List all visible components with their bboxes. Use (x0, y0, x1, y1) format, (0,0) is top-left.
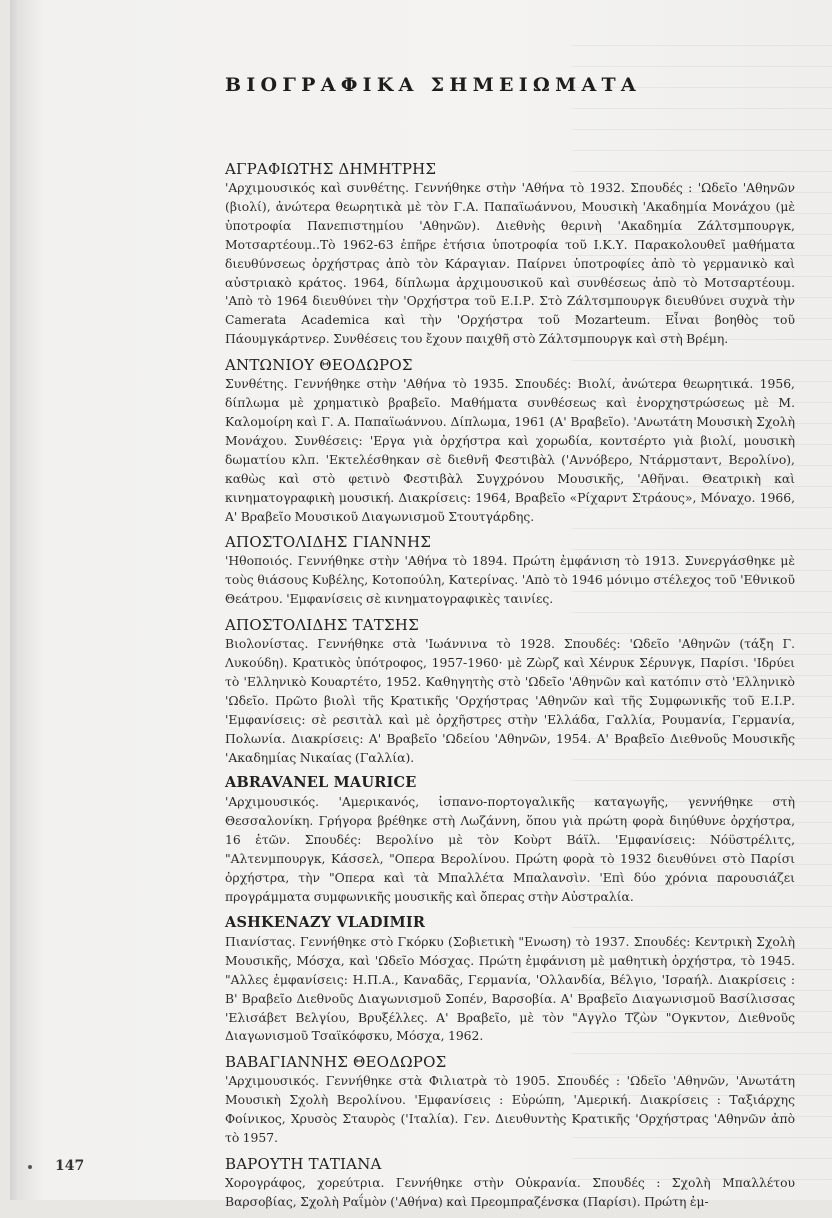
page-title: ΒΙΟΓΡΑΦΙΚΑ ΣΗΜΕΙΩΜΑΤΑ (225, 74, 641, 96)
entry-text: 'Αρχιμουσικός καὶ συνθέτης. Γεννήθηκε στὴν 'Αθήνα τὸ 1932. Σπουδές : 'Ωδεῖο 'Αθηνῶν (βιολί), ἀνώτερα θεωρητικὰ μὲ τὸν Γ.Α. Παπαϊωάννου, Μουσικὴ 'Ακαδημία Μονάχου (μὲ ὑποτροφία Πανεπιστημίου 'Αθηνῶν). Διεθνὴς θερινὴ 'Ακαδημία Ζάλτσμπουργκ, Μοτσαρτέουμ..Τὸ 1962-63 ἐπῆρε ἐτήσια ὑποτροφία τοῦ Ι.Κ.Υ. Παρακολουθεῖ μαθήματα διευθύνσεως ὀρχήστρας ἀπὸ τὸν Κάραγιαν. Παίρνει ὑποτροφίες ἀπὸ τὸ γερμανικὸ καὶ αὐστριακὸ κράτος. 1964, δίπλωμα ἀρχιμουσικοῦ καὶ συνθέσεως ἀπὸ τὸ Μοτσαρτέουμ. 'Απὸ τὸ 1964 διευθύνει τὴν 'Ορχήστρα τοῦ Ε.Ι.Ρ. Στὸ Ζάλτσμπουργκ διευθύνει συχνὰ τὴν Camerata Academica καὶ τὴν 'Ορχήστρα τοῦ Mozarteum. Εἶναι βοηθὸς τοῦ Πάουμγκάρτνερ. Συνθέσεις του ἔχουν παιχθῆ στὸ Ζάλτσμπουργκ καὶ στὴ Βρέμη. (225, 181, 795, 347)
entry-text: 'Αρχιμουσικός. 'Αμερικανός, ἱσπανο-πορτογαλικῆς καταγωγῆς, γεννήθηκε στὴ Θεσσαλονίκη. Γρήγορα βρέθηκε στὴ Λωζάννη, ὅπου γιὰ πρώτη φορὰ διηύθυνε ὀρχήστρα, 16 ἐτῶν. Σπουδές: Βερολίνο μὲ τὸν Κοὺρτ Βάϊλ. 'Εμφανίσεις: Νόϋστρέλιτς, "Αλτενμπουργκ, Κάσσελ, "Οπερα Βερολίνου. Πρώτη φορὰ τὸ 1932 διευθύνει στὸ Παρίσι ὀρχήστρα, τὴν "Οπερα καὶ τὰ Μπαλλέτα Μπαλανσὶν. 'Επὶ δύο χρόνια παρουσιάζει προγράμματα συμφωνικῆς μουσικῆς καὶ ὄπερας στὴν Αὐστραλία. (225, 795, 795, 904)
entry-name: ΒΑΡΟΥΤΗ ΤΑΤΙΑΝΑ (225, 1154, 382, 1173)
entry-name: ABRAVANEL MAURICE (225, 774, 417, 792)
page-left-edge (10, 0, 20, 1200)
biography-entry (225, 1154, 795, 1212)
entry-name: ASHKENAZY VLADIMIR (225, 913, 426, 931)
entry-text: 'Αρχιμουσικός. Γεννήθηκε στὰ Φιλιατρὰ τὸ 1905. Σπουδές : 'Ωδεῖο 'Αθηνῶν, 'Ανωτάτη Μουσικὴ Σχολὴ Βερολίνου. 'Εμφανίσεις : Εὐρώπη, 'Αμερική. Διακρίσεις : Ταξιάρχης Φοίνικος, Χρυσὸς Σταυρὸς ('Ιταλία). Γεν. Διευθυντὴς Κρατικῆς 'Ορχήστρας 'Αθηνῶν ἀπὸ τὸ 1957. (225, 1074, 795, 1146)
entry-text: Χορογράφος, χορεύτρια. Γεννήθηκε στὴν Οὐκρανία. Σπουδές : Σχολὴ Μπαλλέτου Βαρσοβίας, Σχολὴ Ραΐμὸν ('Αθήνα) καὶ Πρεομπραζένσκα (Παρίσι). Πρώτη ἐμ- (225, 1175, 795, 1209)
biography-entry (225, 532, 795, 609)
margin-dot (28, 1165, 32, 1169)
biography-entry (225, 615, 795, 767)
page-number: 147 (55, 1158, 85, 1174)
biography-entry (225, 355, 795, 526)
biography-entry (225, 1052, 795, 1148)
entry-text: Βιολονίστας. Γεννήθηκε στὰ 'Ιωάννινα τὸ 1928. Σπουδές: 'Ωδεῖο 'Αθηνῶν (τάξη Γ. Λυκούδη). Κρατικὸς ὑπότροφος, 1957-1960· μὲ Ζὼρζ καὶ Χένρυκ Σέρυνγκ, Παρίσι. 'Ιδρύει τὸ 'Ελληνικὸ Κουαρτέτο, 1952. Καθηγητὴς στὸ 'Ωδεῖο 'Αθηνῶν καὶ κατόπιν στὸ 'Ελληνικὸ 'Ωδεῖο. Πρῶτο βιολὶ τῆς Κρατικῆς 'Ορχήστρας 'Αθηνῶν καὶ τῆς Συμφωνικῆς τοῦ Ε.Ι.Ρ. 'Εμφανίσεις: σὲ ρεσιτὰλ καὶ μὲ ὀρχῆστρες στὴν 'Ελλάδα, Γαλλία, Ρουμανία, Γερμανία, Πολωνία. Διακρίσεις: Α' Βραβεῖο 'Ωδείου 'Αθηνῶν, 1954. Α' Βραβεῖο Διεθνοῦς Μουσικῆς 'Ακαδημίας Νικαίας (Γαλλία). (225, 637, 795, 765)
biography-entry (225, 773, 795, 906)
entry-text: Πιανίστας. Γεννήθηκε στὸ Γκόρκυ (Σοβιετικὴ "Ενωση) τὸ 1937. Σπουδές: Κεντρικὴ Σχολὴ Μουσικῆς, Μόσχα, καὶ 'Ωδεῖο Μόσχας. Πρώτη ἐμφάνιση μὲ μαθητικὴ ὀρχήστρα, τὸ 1945. "Αλλες ἐμφανίσεις: Η.Π.Α., Καναδᾶς, Γερμανία, 'Ολλανδία, Βέλγιο, 'Ισραήλ. Διακρίσεις : Β' Βραβεῖο Διεθνοῦς Διαγωνισμοῦ Σοπέν, Βαρσοβία. Α' Βραβεῖο Διαγωνισμοῦ Βασίλισσας 'Ελισάβετ Βελγίου, Βρυξέλλες. Α' Βραβεῖο, μὲ τὸν "Αγγλο Τζὼν "Ογκντον, Διεθνοῦς Διαγωνισμοῦ Τσαϊκόφσκυ, Μόσχα, 1962. (225, 934, 795, 1044)
entry-text: 'Ηθοποιός. Γεννήθηκε στὴν 'Αθήνα τὸ 1894. Πρώτη ἐμφάνιση τὸ 1913. Συνεργάσθηκε μὲ τοὺς θιάσους Κυβέλης, Κοτοπούλη, Κατερίνας. 'Απὸ τὸ 1946 μόνιμο στέλεχος τοῦ 'Εθνικοῦ Θεάτρου. 'Εμφανίσεις σὲ κινηματογραφικὲς ταινίες. (225, 554, 795, 607)
entry-text: Συνθέτης. Γεννήθηκε στὴν 'Αθήνα τὸ 1935. Σπουδές: Βιολί, ἀνώτερα θεωρητικά. 1956, δίπλωμα μὲ χρηματικὸ βραβεῖο. Μαθήματα συνθέσεως καὶ ἐνορχηστρώσεως μὲ Μ. Καλομοίρη καὶ Γ. Α. Παπαϊωάννου. Δίπλωμα, 1961 (Α' Βραβεῖο). 'Ανωτάτη Μουσικὴ Σχολὴ Μονάχου. Συνθέσεις: 'Εργα γιὰ ὀρχήστρα καὶ χορωδία, κοντσέρτο γιὰ βιολί, μουσικὴ δωματίου κλπ. 'Εκτελέσθηκαν σὲ διεθνῆ Φεστιβὰλ ('Αννόβερο, Ντάρμσταντ, Βερολίνο), καθὼς καὶ στὸ φετινὸ Φεστιβὰλ Συγχρόνου Μουσικῆς, 'Αθῆναι. Θεατρικὴ καὶ κινηματογραφικὴ μουσική. Διακρίσεις: 1964, Βραβεῖο «Ρίχαρντ Στράους», Μόναχο. 1966, Α' Βραβεῖο Μουσικοῦ Διαγωνισμοῦ Στουτγάρδης. (225, 377, 795, 524)
entry-name: ΒΑΒΑΓΙΑΝΝΗΣ ΘΕΟΔΩΡΟΣ (225, 1053, 447, 1072)
entry-name: ΑΓΡΑΦΙΩΤΗΣ ΔΗΜΗΤΡΗΣ (225, 160, 437, 178)
entry-name: ΑΠΟΣΤΟΛΙΔΗΣ ΓΙΑΝΝΗΣ (225, 533, 432, 552)
entry-name: ΑΝΤΩΝΙΟΥ ΘΕΟΔΩΡΟΣ (225, 356, 413, 375)
entry-name: ΑΠΟΣΤΟΛΙΔΗΣ ΤΑΤΣΗΣ (225, 616, 419, 635)
biography-entry (225, 159, 795, 349)
biography-list (225, 159, 795, 1218)
biography-entry (225, 913, 795, 1046)
document-page (10, 0, 832, 1209)
